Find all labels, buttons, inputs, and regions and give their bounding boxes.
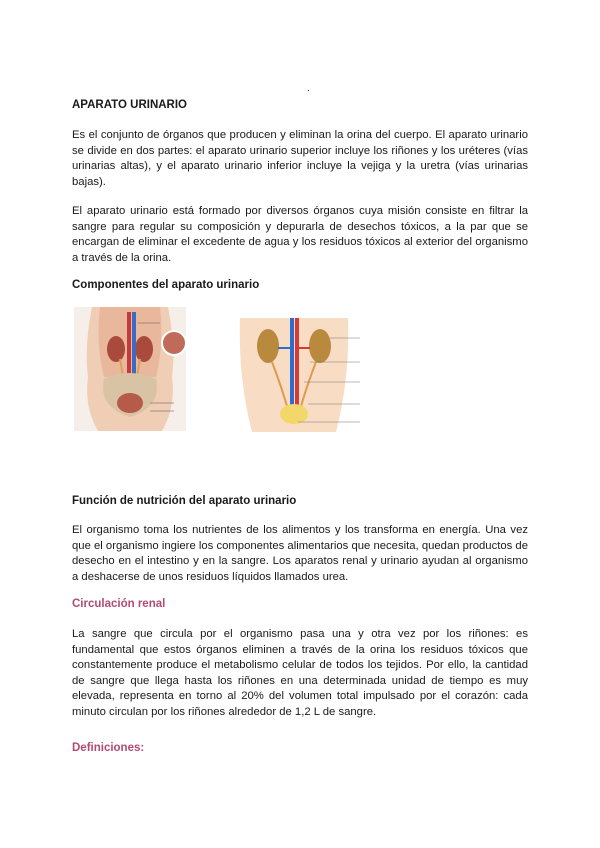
renal-circulation-heading: Circulación renal — [72, 598, 166, 610]
kidneys-bladder-diagram — [238, 318, 378, 432]
page-dot: . — [307, 83, 310, 94]
nutrition-paragraph: El organismo toma los nutrientes de los alimentos y los transforma en energía. Una vez que el organismo ingiere los componentes alimentarios que necesita, quedan productos de desecho en el intestino y en la sangre. Los aparatos renal y urinario ayudan al organismo a deshacerse de unos residuos líquidos llamados urea. — [72, 524, 528, 583]
intro-paragraph: Es el conjunto de órganos que producen y eliminan la orina del cuerpo. El aparato urinario se divide en dos partes: el aparato urinario superior incluye los riñones y los uréteres (vías urinarias altas), y el aparato urinario inferior incluye la vejiga y la uretra (vías urinarias bajas). — [72, 129, 528, 188]
components-heading: Componentes del aparato urinario — [72, 279, 260, 291]
urinary-system-body-illustration — [74, 307, 186, 431]
composition-paragraph: El aparato urinario está formado por diversos órganos cuya misión consiste en filtrar la sangre para regular su composición y depurarla de desechos tóxicos, a la par que se encargan de eliminar el excedente de agua y los residuos tóxicos al exterior del organismo a través de la orina. — [72, 205, 528, 264]
function-heading: Función de nutrición del aparato urinario — [72, 495, 297, 507]
page-title: APARATO URINARIO — [72, 99, 187, 111]
renal-circulation-paragraph: La sangre que circula por el organismo pasa una y otra vez por los riñones: es fundamental que estos órganos eliminen a través de la orina los residuos tóxicos que constantemente produce el metabolismo celular de todos los tejidos. Por ello, la cantidad de sangre que llega hasta los riñones en una determinada unidad de tiempo es muy elevada, representa en torno al 20% del volumen total impulsado por el corazón: cada minuto circulan por los riñones alrededor de 1,2 L de sangre. — [72, 628, 528, 718]
definitions-heading: Definiciones: — [72, 742, 145, 754]
